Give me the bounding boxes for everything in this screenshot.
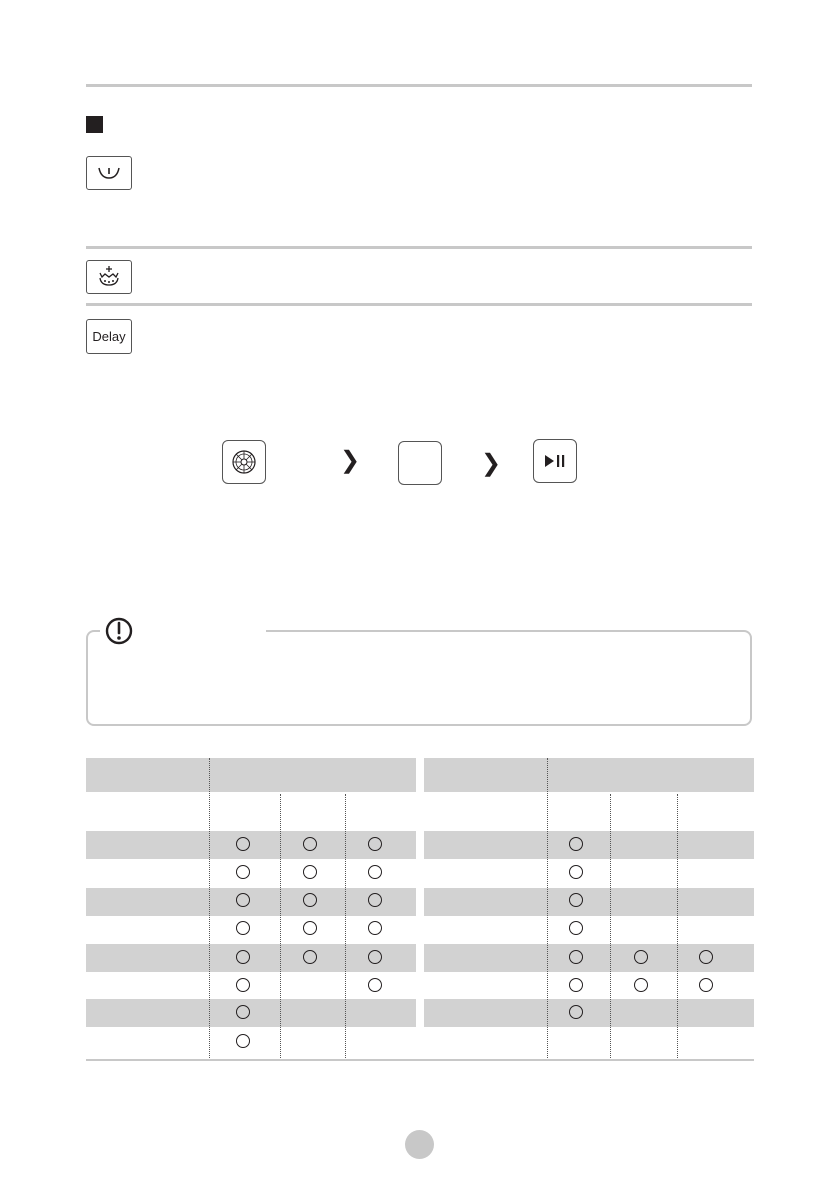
compat-mark-left-r2-c3 [368,865,382,879]
program-dial-icon [230,448,258,476]
compat-mark-right-r6-c3 [699,978,713,992]
divider-2 [86,303,752,306]
compat-mark-left-r2-c2 [303,865,317,879]
compat-mark-left-r4-c3 [368,921,382,935]
row-band-left-1 [86,831,416,859]
prewash-button[interactable] [86,156,132,190]
play-pause-icon [543,453,567,469]
table-vline-5 [610,794,611,1060]
table-bottom-rule [86,1059,754,1061]
section-bullet [86,116,103,133]
compat-mark-left-r4-c2 [303,921,317,935]
table-vline-3 [345,794,346,1060]
table-vline-2 [280,794,281,1060]
compat-mark-right-r2-c1 [569,865,583,879]
flow-arrow-2: ❯ [481,450,502,477]
delay-label: Delay [92,329,126,344]
compat-mark-left-r6-c1 [236,978,250,992]
table-header-right [424,758,754,792]
table-vline-6 [677,794,678,1060]
delay-button[interactable] [86,319,132,354]
steam-tub-icon [95,265,123,289]
table-header-left [86,758,416,792]
program-dial-button[interactable] [222,440,266,484]
flow-arrow-1: ❯ [340,447,361,474]
page-number-badge [405,1130,434,1159]
steam-button[interactable] [86,260,132,294]
compat-mark-right-r6-c1 [569,978,583,992]
row-band-right-1 [424,831,754,859]
option-button[interactable] [398,441,442,485]
row-band-left-7 [86,999,416,1027]
row-band-left-5 [86,944,416,972]
warning-icon [104,616,134,651]
divider-1 [86,246,752,249]
compat-mark-left-r2-c1 [236,865,250,879]
top-divider [86,84,752,87]
note-box [86,630,752,726]
compat-mark-left-r6-c3 [368,978,382,992]
table-vline-4 [547,758,548,1060]
compat-mark-left-r8-c1 [236,1034,250,1048]
compat-mark-left-r4-c1 [236,921,250,935]
start-pause-button[interactable] [533,439,577,483]
prewash-tub-icon [96,165,122,181]
compat-mark-right-r6-c2 [634,978,648,992]
row-band-left-3 [86,888,416,916]
compat-mark-right-r4-c1 [569,921,583,935]
table-vline-1 [209,758,210,1060]
row-band-right-7 [424,999,754,1027]
row-band-right-3 [424,888,754,916]
